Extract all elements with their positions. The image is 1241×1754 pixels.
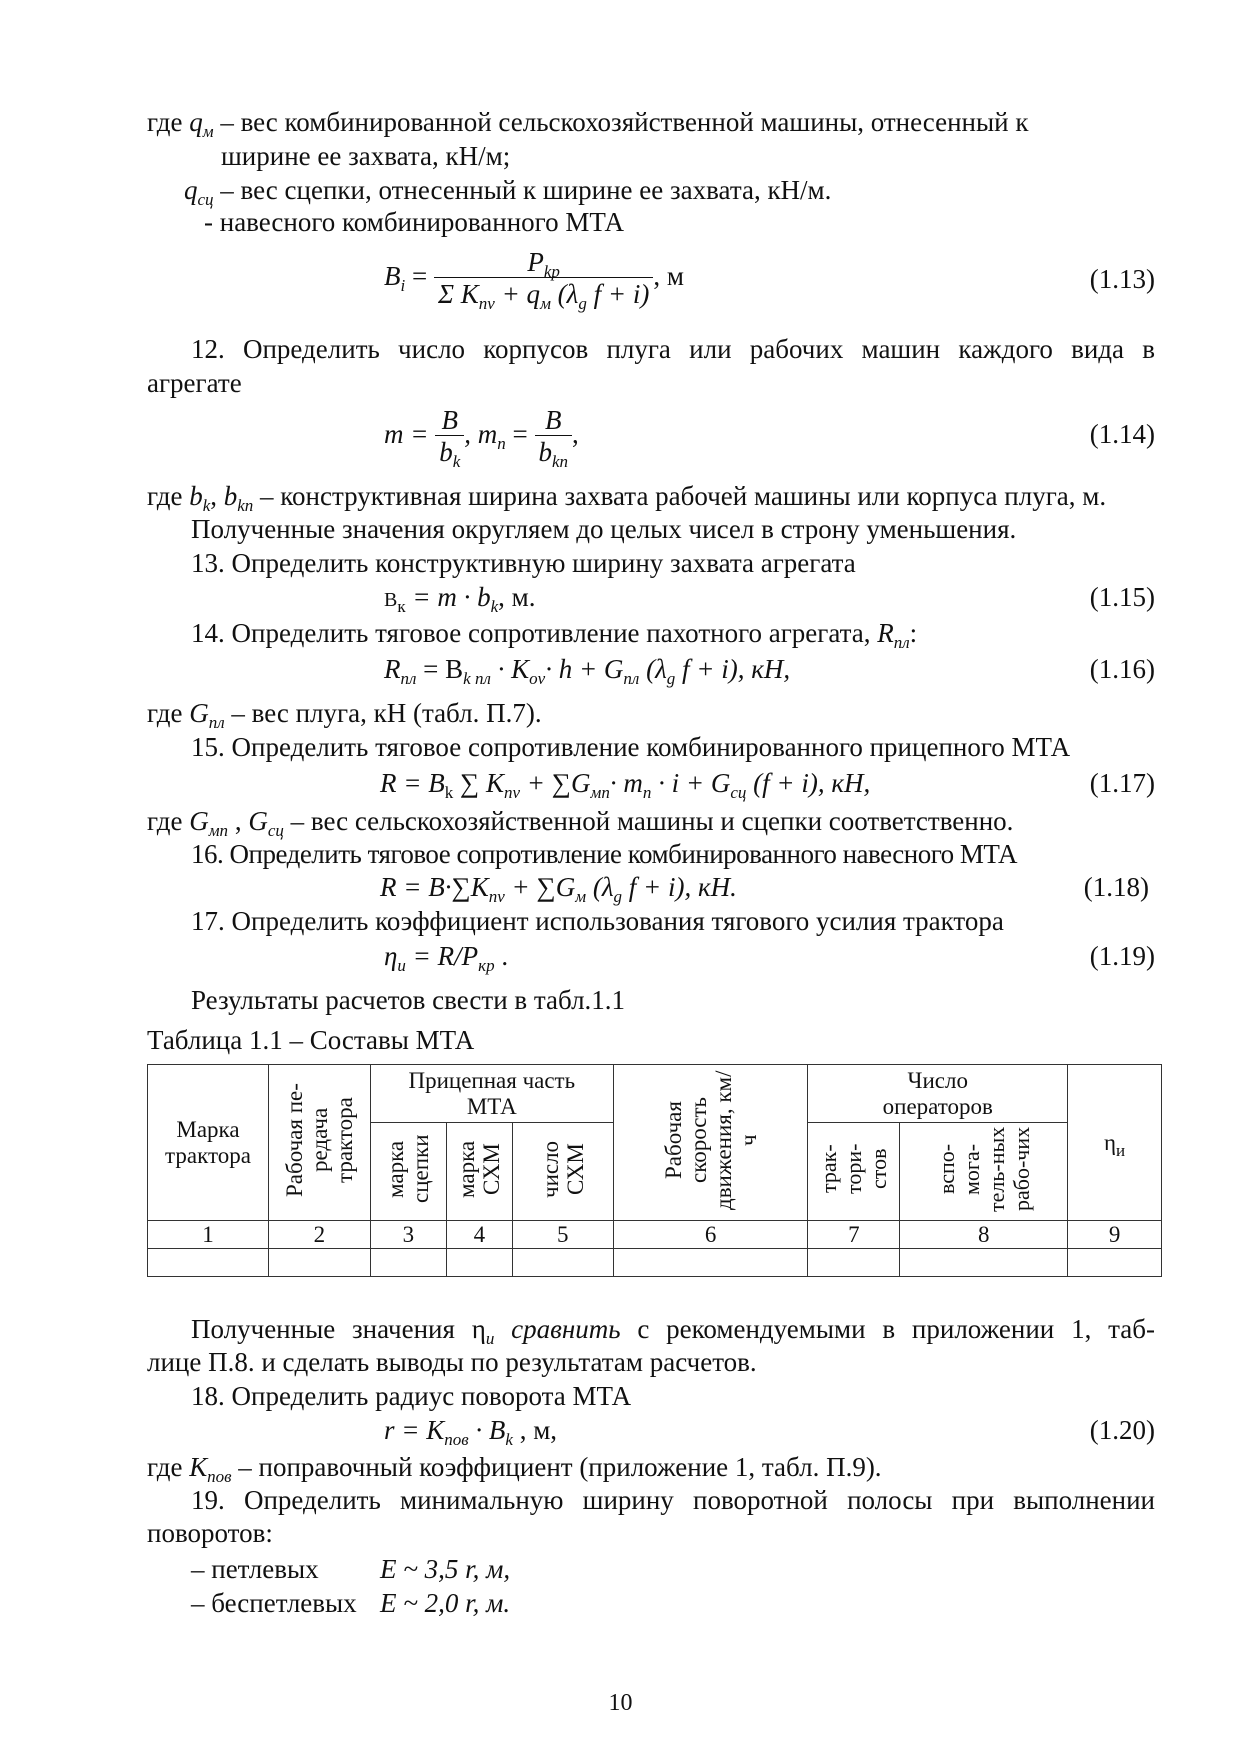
equation-number: (1.19) (1089, 941, 1155, 971)
header-aux-workers: вспо-мога-тель-ных рабо-чих (900, 1123, 1068, 1221)
text-line: 17. Определить коэффициент использования тягового усилия трактора (191, 906, 1004, 936)
list-item: – беспетлевых (191, 1588, 357, 1618)
text-line: 12. Определить число корпусов плуга или рабочих машин каждого вида в (191, 334, 1155, 364)
col-number: 8 (900, 1221, 1068, 1249)
header-trailed-part: Прицепная часть МТА (370, 1065, 613, 1123)
text-line: Полученные значения округляем до целых чисел в строну уменьшения. (191, 514, 1017, 544)
text-line: ширине ее захвата, кН/м; (221, 141, 511, 171)
text-line: 19. Определить минимальную ширину поворотной полосы при выполнении (191, 1485, 1155, 1515)
list-item: – петлевых (191, 1554, 319, 1584)
text-line: где $q_м$ – вес комбинированной сельскохозяйственной машины, отнесенный к (147, 107, 1029, 141)
table-cell (512, 1249, 613, 1277)
header-speed: Рабочая скорость движения, км/ч (613, 1065, 808, 1221)
col-number: 6 (613, 1221, 808, 1249)
text-line: Полученные значения $\eta_и$ сравнить с рекомендуемыми в приложении 1, таб- (191, 1314, 1155, 1348)
equation-1-20: $r = K_{пов} \cdot B_k$ , м, (384, 1415, 558, 1449)
header-tractor-operators: трак-тори-стов (808, 1123, 900, 1221)
text-line: Результаты расчетов свести в табл.1.1 (191, 985, 626, 1015)
text-line: где $G_{пл}$ – вес плуга, кН (табл. П.7). (147, 698, 542, 732)
col-number: 9 (1068, 1221, 1162, 1249)
equation-number: (1.17) (1089, 768, 1155, 798)
equation-1-19: $\eta_и = R/P_{кр}$ . (384, 941, 509, 975)
equation-number: (1.13) (1089, 264, 1155, 294)
table-cell (446, 1249, 512, 1277)
col-number: 7 (808, 1221, 900, 1249)
table-cell (268, 1249, 370, 1277)
equation-number: (1.20) (1089, 1415, 1155, 1445)
header-hitch-brand: марка сцепки (370, 1123, 446, 1221)
text-line: 14. Определить тяговое сопротивление пахотного агрегата, $R_{пл}$: (191, 618, 918, 652)
text-line: агрегате (147, 368, 242, 398)
table-cell (370, 1249, 446, 1277)
text-line: $q_{сц}$ – вес сцепки, отнесенный к ширине ее захвата, кН/м. (184, 175, 832, 209)
equation-number: (1.14) (1089, 419, 1155, 449)
col-number: 4 (446, 1221, 512, 1249)
equation-1-18: $R = B\cdot\sum K_{nv} + \sum G_м$ ($\lambda_g$ f + i), кН. (380, 872, 737, 906)
header-eta: $\eta_и$ (1068, 1065, 1162, 1221)
text-line: где $G_{мп}$ , $G_{сц}$ – вес сельскохозяйственной машины и сцепки соответственно. (147, 806, 1014, 840)
text-line: где $К_{пов}$ – поправочный коэффициент (приложение 1, табл. П.9). (147, 1452, 882, 1486)
col-number: 5 (512, 1221, 613, 1249)
equation-1-13: $B_i$ = $\frac{P_{kp}}{\Sigma K_{nv} + q_м (\lambda_g f + i)}$ , м (384, 247, 684, 314)
table-cell (808, 1249, 900, 1277)
text-line: поворотов: (147, 1518, 273, 1548)
table-cell (148, 1249, 269, 1277)
text-line: 13. Определить конструктивную ширину захвата агрегата (191, 548, 856, 578)
col-number: 2 (268, 1221, 370, 1249)
equation-1-17: $R = В_k$ ∑ $K_{nv} + \sum G_{мп}\cdot m_n \cdot i + G_{сц}$ (f + i), кН, (380, 768, 871, 802)
table-cell (613, 1249, 808, 1277)
text-line: 18. Определить радиус поворота МТА (191, 1381, 632, 1411)
text-line: - навесного комбинированного МТА (204, 207, 624, 237)
col-number: 1 (148, 1221, 269, 1249)
table-caption: Таблица 1.1 – Составы МТА (147, 1025, 475, 1055)
formula: E ~ 3,5 r, м, (380, 1554, 511, 1584)
table-mta-composition (147, 1064, 1162, 1277)
equation-number: (1.18) (1083, 872, 1149, 902)
equation-1-15: $В_к = m \cdot b_k$, м. (384, 582, 536, 616)
equation-number: (1.16) (1089, 654, 1155, 684)
text-line: 16. Определить тяговое сопротивление комбинированного навесного МТА (191, 839, 1018, 869)
equation-number: (1.15) (1089, 582, 1155, 612)
text-line: 15. Определить тяговое сопротивление комбинированного прицепного МТА (191, 732, 1071, 762)
formula: E ~ 2,0 r, м. (380, 1588, 511, 1618)
header-brand: Марка трактора (148, 1065, 269, 1221)
text-line: лице П.8. и сделать выводы по результатам расчетов. (147, 1347, 757, 1377)
header-gear: Рабочая пе-редача трактора (268, 1065, 370, 1221)
table-cell (900, 1249, 1068, 1277)
header-agri-brand: марка СХМ (446, 1123, 512, 1221)
equation-1-14: m = $\frac{B}{b_k}$ , $m_п$ = $\frac{B}{b_{kn}}$ , (384, 405, 579, 472)
table-cell (1068, 1249, 1162, 1277)
header-operators: Число операторов (808, 1065, 1068, 1123)
col-number: 3 (370, 1221, 446, 1249)
text-line: где $b_k$, $b_{kn}$ – конструктивная ширина захвата рабочей машины или корпуса плуга, м. (147, 481, 1107, 515)
page-number: 10 (608, 1690, 633, 1716)
equation-1-16: $R_{пл} = B_{k пл} \cdot K_{ov}\cdot h + G_{пл}$ ($\lambda_g$ f + i), кН, (384, 654, 791, 688)
header-agri-count: число СХМ (512, 1123, 613, 1221)
